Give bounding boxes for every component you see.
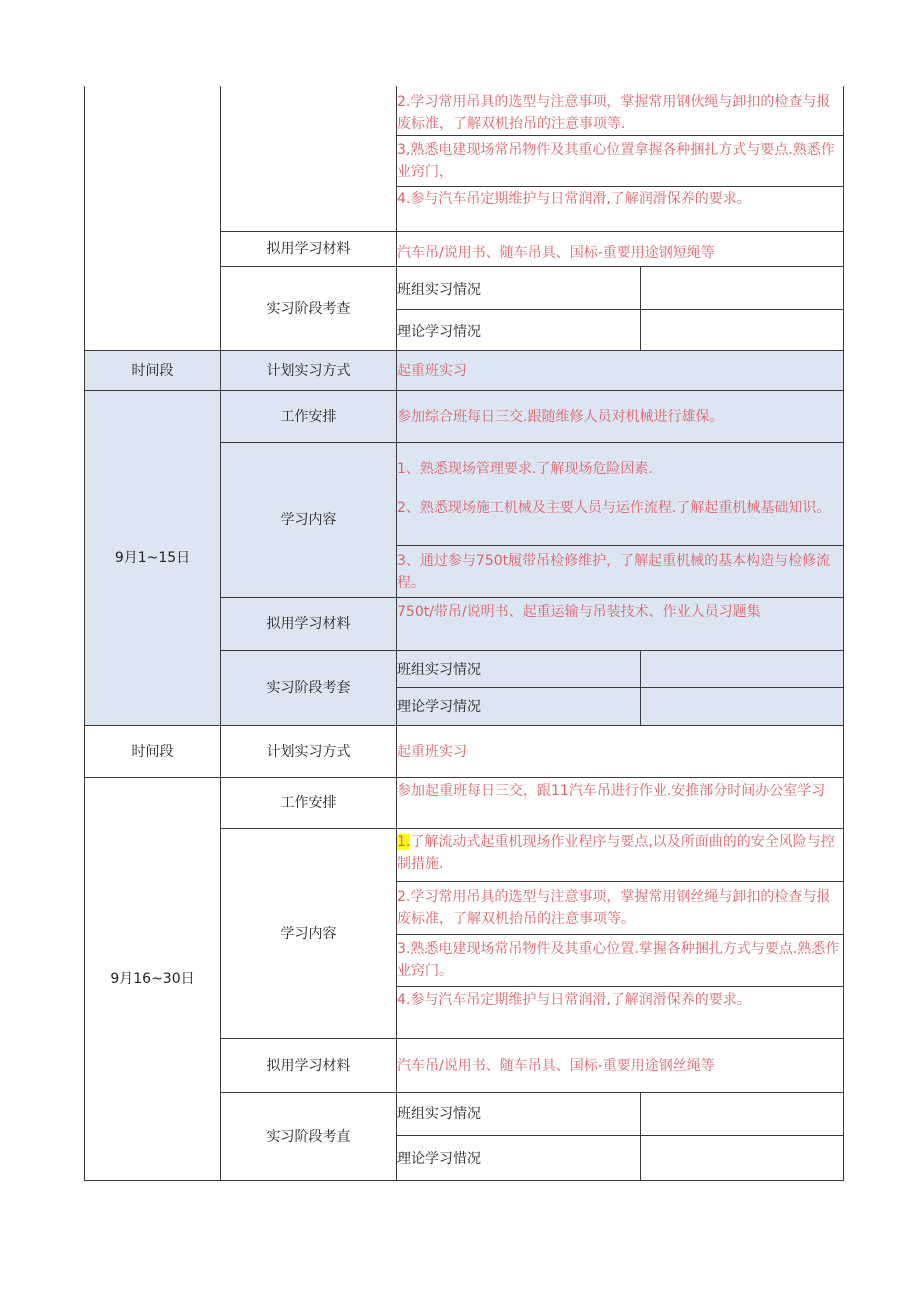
period-value: 9月16~30日 [110,971,195,987]
work-label: 工作安排 [280,408,337,425]
grid-line [396,1135,844,1136]
study-item: 3、通过参与750t履带吊检修维护，了解起重机械的基本构造与检修流程。 [397,553,831,591]
grid-line [84,1180,844,1181]
grid-line [640,651,641,726]
study-label: 学习内容 [280,512,337,528]
grid-line [396,186,844,187]
study-item: 3,熟悉电建现场常吊物件及其重心位置拿握各种捆扎方式与要点.熟悉作业窍门， [397,142,835,180]
period-header: 时间段 [131,743,174,760]
study-item: 2、熟悉现场施工机械及主要人员与运作流程.了解起重机械基础知识。 [397,500,831,516]
mode-value: 起重班实习 [397,363,467,379]
study-item: 2.学习常用吊具的选型与注意事项，掌握常用钢伙绳与卸扣的检查与报废标准，了解双机抬吊的注意事项等. [397,94,831,132]
study-item: 4.参与汽车吊定期维护与日常润滑,了解润滑保养的要求。 [397,992,751,1008]
material-value: 750t/带吊/说明书、起重运输与吊装技术、作业人员习题集 [397,604,761,620]
mode-label: 计划实习方式 [266,743,351,760]
study-item: 2.学习常用吊具的选型与注意事项，掌握常用钢丝绳与卸扣的检查与报废标准，了解双机抬吊的注意事项等。 [397,889,831,927]
grid-line [396,986,844,987]
study-item: 4.参与汽车吊定期维护与日常润滑,了解润滑保养的要求。 [397,191,751,207]
mode-label: 计划实习方式 [266,362,351,379]
study-item [397,831,843,875]
work-value: 参加起重班每日三交，跟11汽车吊进行作业.安推部分时间办公室学习 [397,783,826,799]
grid-line [640,1093,641,1181]
grid-line [396,934,844,935]
assess-label: 实习阶段考套 [266,680,351,696]
material-label: 拟用学习材料 [266,1057,351,1074]
material-value: 汽车吊/说用书、随车吊具、国标-重要用途钢丝绳等 [397,1058,715,1074]
study-label: 学习内容 [280,925,337,942]
work-label: 工作安排 [280,795,337,811]
assess-row-theory: 理论学习情况 [397,324,481,340]
grid-line [396,309,844,310]
grid-line [396,545,844,546]
assess-row-team: 班组实习情况 [397,282,481,298]
assess-row-team: 班组实习情况 [397,1106,481,1122]
work-value: 参加综合班每日三交.跟随维修人员对机械进行雄保。 [397,409,724,425]
grid-line [396,135,844,136]
material-label: 拟用学习材料 [266,616,351,632]
study-item: 3.熟悉电建现场常吊物件及其重心位置.掌握各种捆扎方式与要点.熟悉作业窍门。 [397,941,840,979]
period-value: 9月1~15日 [114,550,191,566]
assess-row-theory: 理论学习情况 [397,699,481,715]
mode-value: 起重班实习 [397,744,467,760]
highlight-marker: 1. [397,834,411,850]
grid-line [843,86,844,1181]
material-value: 汽车吊/说用书、随车吊具、国标-重要用途钢短绳等 [397,245,715,261]
assess-label: 实习阶段考直 [266,1128,351,1145]
assess-row-team: 班组实习情况 [397,662,481,678]
study-item-text: 了解流动式起重机现场作业程序与要点,以及所面曲的的安全风险与控制措施. [397,834,835,872]
grid-line [396,881,844,882]
assess-row-theory: 理论学习惜况 [397,1151,481,1167]
grid-line [396,687,844,688]
study-item: 1、熟悉现场管理要求.了解现场危险因素. [397,461,653,477]
assess-label: 实习阶段考查 [266,301,351,317]
period-header: 时间段 [131,362,174,379]
material-label: 拟用学习材料 [266,241,351,257]
